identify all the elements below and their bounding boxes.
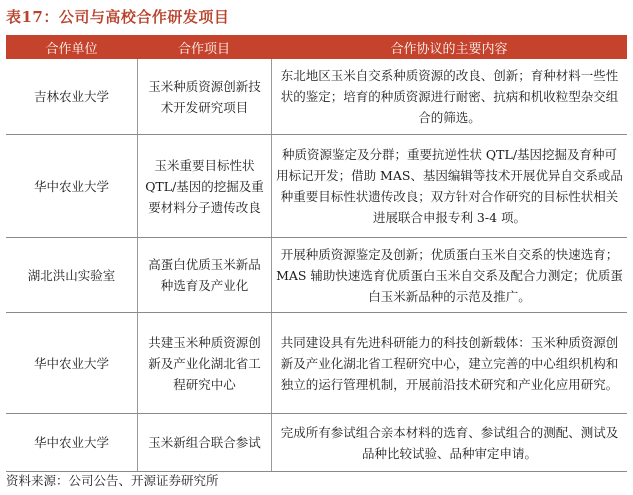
- header-partner: 合作单位: [45, 41, 98, 57]
- content-cell: 东北地区玉米自交系种质资源的改良、创新；育种材料一些性状的鉴定；培育的种质资源进行耐密、抗病和机收粒型杂交组合的筛选。: [280, 68, 619, 125]
- table-row: [6, 135, 627, 238]
- table-header: [6, 35, 627, 59]
- partner-cell: 华中农业大学: [33, 435, 109, 450]
- content-cell: 种质资源鉴定及分群；重要抗逆性状 QTL/基因挖掘及育种可用标记开发；借助 MAS、基因编辑等技术开展优异自交系或品种重要目标性状遗传改良；双方针对合作研究的目标性状相关进展联合申报专利 3-4 项。: [276, 147, 623, 225]
- table-row: [6, 59, 627, 135]
- project-cell: 玉米新组合联合参试: [148, 435, 261, 450]
- partner-cell: 华中农业大学: [33, 355, 109, 371]
- content-cell: 完成所有参试组合亲本材料的选育、参试组合的测配、测试及品种比较试验、品种审定申请。: [280, 424, 619, 461]
- header-content: 合作协议的主要内容: [390, 41, 508, 57]
- content-cell: 开展种质资源鉴定及创新；优质蛋白玉米自交系的快速选育；MAS 辅助快速选育优质蛋白玉米自交系及配合力测定；优质蛋白玉米新品种的示范及推广。: [276, 246, 623, 304]
- project-cell: 玉米种质资源创新技术开发研究项目: [148, 78, 261, 115]
- table-row: [6, 313, 627, 414]
- table-row: [6, 414, 627, 472]
- table-title: 表17：公司与高校合作研发项目: [6, 8, 230, 26]
- content-cell: 共同建设具有先进科研能力的科技创新载体：玉米种质资源创新及产业化湖北省工程研究中心，建立完善的中心组织机构和独立的运行管理机制，开展前沿技术研究和产业化应用研究。: [280, 334, 619, 392]
- partner-cell: 湖北洪山实验室: [27, 267, 116, 283]
- table-row: [6, 238, 627, 313]
- cooperation-table: [6, 35, 627, 472]
- project-cell: 高蛋白优质玉米新品种选育及产业化: [148, 257, 261, 293]
- source-note: 资料来源：公司公告、开源证券研究所: [6, 473, 219, 488]
- partner-cell: 华中农业大学: [33, 178, 109, 194]
- project-cell: 共建玉米种质资源创新及产业化湖北省工程研究中心: [148, 334, 261, 392]
- project-cell: 玉米重要目标性状 QTL/基因的挖掘及重要材料分子遗传改良: [145, 157, 264, 215]
- partner-cell: 吉林农业大学: [33, 89, 109, 104]
- header-project: 合作项目: [177, 41, 230, 57]
